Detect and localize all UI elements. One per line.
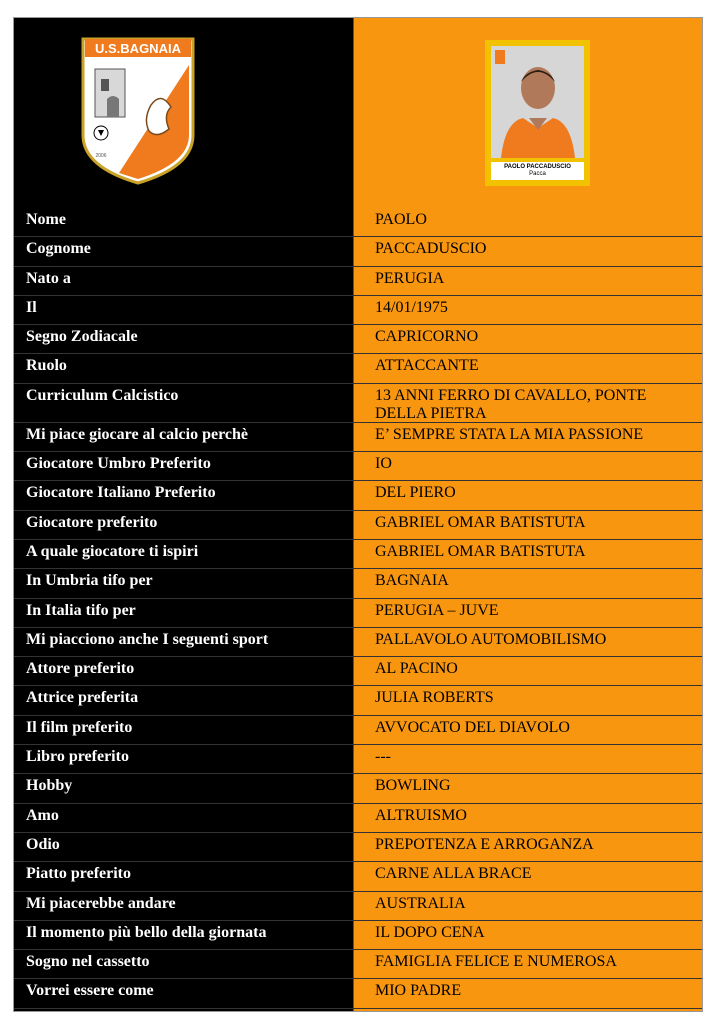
- field-value: ALTRUISMO: [375, 806, 467, 824]
- profile-row: [14, 354, 702, 383]
- row-divider: [14, 1008, 702, 1009]
- field-value: 14/01/1975: [375, 298, 448, 316]
- profile-row: [14, 569, 702, 598]
- profile-row: [14, 237, 702, 266]
- field-label: Il film preferito: [26, 718, 133, 736]
- field-label: Nato a: [26, 269, 71, 287]
- field-value: GABRIEL OMAR BATISTUTA: [375, 542, 586, 560]
- field-value: PERUGIA: [375, 269, 445, 287]
- field-value: BAGNAIA: [375, 572, 449, 590]
- field-label: Il: [26, 298, 37, 316]
- field-value: JULIA ROBERTS: [375, 689, 494, 707]
- field-value: PACCADUSCIO: [375, 240, 487, 258]
- field-value: PERUGIA – JUVE: [375, 601, 499, 619]
- field-label: Odio: [26, 835, 60, 853]
- field-label: Libro preferito: [26, 748, 129, 766]
- profile-row: [14, 296, 702, 325]
- header-row: [14, 18, 702, 208]
- field-label: Ruolo: [26, 357, 67, 375]
- field-value: AL PACINO: [375, 660, 458, 678]
- profile-row: [14, 716, 702, 745]
- profile-row: [14, 267, 702, 296]
- profile-row: [14, 628, 702, 657]
- sticker-nickname: Pacca: [529, 171, 546, 177]
- field-label: Nome: [26, 211, 66, 228]
- field-value: AUSTRALIA: [375, 894, 466, 912]
- field-value: ---: [375, 748, 391, 766]
- field-label: Giocatore Umbro Preferito: [26, 455, 211, 473]
- profile-row: [14, 833, 702, 862]
- club-crest-logo: [79, 35, 197, 185]
- field-value: GABRIEL OMAR BATISTUTA: [375, 513, 586, 531]
- field-value: BOWLING: [375, 777, 451, 795]
- field-value: E’ SEMPRE STATA LA MIA PASSIONE: [375, 425, 644, 443]
- field-value: IL DOPO CENA: [375, 923, 485, 941]
- profile-row: [14, 979, 702, 1008]
- profile-row: [14, 511, 702, 540]
- profile-row: [14, 208, 702, 237]
- profile-row: [14, 481, 702, 510]
- field-label: A quale giocatore ti ispiri: [26, 542, 199, 560]
- field-label: Curriculum Calcistico: [26, 386, 179, 404]
- field-value: PAOLO: [375, 211, 427, 228]
- field-value: 13 ANNI FERRO DI CAVALLO, PONTE DELLA PIETRA: [375, 386, 647, 422]
- sticker-caption: [491, 162, 584, 180]
- field-value: AVVOCATO DEL DIAVOLO: [375, 718, 570, 736]
- field-label: Giocatore Italiano Preferito: [26, 484, 216, 502]
- profile-row: [14, 423, 702, 452]
- profile-row: [14, 599, 702, 628]
- profile-row: [14, 774, 702, 803]
- field-label: In Umbria tifo per: [26, 572, 153, 590]
- profile-row: [14, 686, 702, 715]
- field-label: Piatto preferito: [26, 865, 131, 883]
- sticker-player-name: PAOLO PACCADUSCIO: [504, 164, 571, 170]
- profile-table: [14, 208, 702, 1009]
- field-label: Sogno nel cassetto: [26, 953, 150, 971]
- field-label: Attore preferito: [26, 660, 135, 678]
- field-value: DEL PIERO: [375, 484, 456, 502]
- field-label: Mi piacerebbe andare: [26, 894, 176, 912]
- field-label: Amo: [26, 806, 59, 824]
- profile-row: [14, 745, 702, 774]
- profile-row: [14, 540, 702, 569]
- profile-row: [14, 804, 702, 833]
- profile-row: [14, 862, 702, 891]
- profile-row: [14, 657, 702, 686]
- field-label: In Italia tifo per: [26, 601, 136, 619]
- field-value: IO: [375, 455, 392, 473]
- field-value: FAMIGLIA FELICE E NUMEROSA: [375, 953, 617, 971]
- field-label: Mi piace giocare al calcio perchè: [26, 425, 249, 443]
- field-label: Vorrei essere come: [26, 982, 154, 1000]
- crest-club-name: U.S.BAGNAIA: [95, 41, 181, 56]
- profile-row: [14, 921, 702, 950]
- field-value: MIO PADRE: [375, 982, 462, 1000]
- field-label: Il momento più bello della giornata: [26, 923, 267, 941]
- field-label: Cognome: [26, 240, 91, 258]
- field-value: PREPOTENZA E ARROGANZA: [375, 835, 594, 853]
- field-value: CARNE ALLA BRACE: [375, 865, 532, 883]
- field-label: Giocatore preferito: [26, 513, 158, 531]
- profile-row: [14, 892, 702, 921]
- field-label: Attrice preferita: [26, 689, 139, 707]
- player-photo: [491, 46, 584, 158]
- crest-year: 2006: [95, 153, 107, 159]
- field-value: CAPRICORNO: [375, 328, 479, 346]
- player-sticker: [485, 40, 590, 186]
- field-label: Mi piacciono anche I seguenti sport: [26, 630, 269, 648]
- field-label: Segno Zodiacale: [26, 328, 138, 346]
- field-value: PALLAVOLO AUTOMOBILISMO: [375, 630, 607, 648]
- profile-row: [14, 384, 702, 423]
- profile-row: [14, 325, 702, 354]
- profile-sheet: [13, 17, 703, 1012]
- profile-row: [14, 452, 702, 481]
- profile-row: [14, 950, 702, 979]
- field-label: Hobby: [26, 777, 73, 795]
- field-value: ATTACCANTE: [375, 357, 479, 375]
